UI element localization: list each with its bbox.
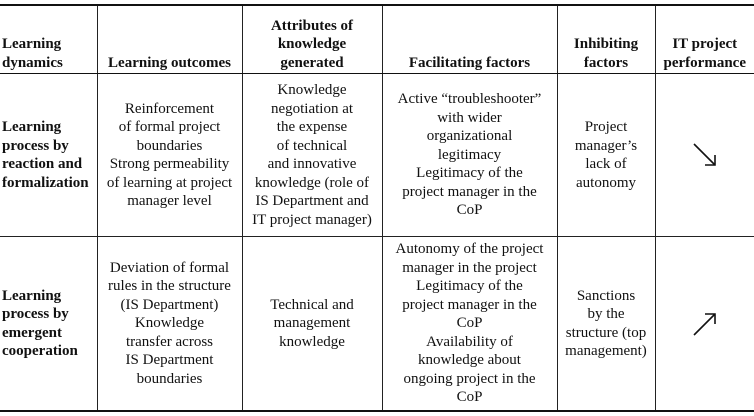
inhibiting-factors-cell: Project manager’s lack of autonomy	[557, 74, 655, 237]
header-row	[0, 5, 754, 74]
table-row	[0, 237, 754, 412]
facilitating-factors-cell: Autonomy of the project manager in the project Legitimacy of the project manager in the CoP Availability of knowledge about ongoing project in the CoP	[382, 237, 557, 412]
header-attributes: Attributes of knowledge generated	[242, 5, 382, 74]
row-label: Learning process by reaction and formalization	[0, 74, 97, 237]
header-it-project-performance: IT project performance	[655, 5, 754, 74]
knowledge-attributes-cell: Knowledge negotiation at the expense of technical and innovative knowledge (role of IS Department and IT project manager)	[242, 74, 382, 237]
arrow-down-right-icon	[690, 140, 720, 170]
it-performance-cell	[655, 74, 754, 237]
learning-outcomes-cell: Reinforcement of formal project boundaries Strong permeability of learning at project manager level	[97, 74, 242, 237]
header-inhibiting-factors: Inhibiting factors	[557, 5, 655, 74]
facilitating-factors-cell: Active “troubleshooter” with wider organizational legitimacy Legitimacy of the project manager in the CoP	[382, 74, 557, 237]
arrow-up-right-icon	[690, 309, 720, 339]
header-learning-outcomes: Learning outcomes	[97, 5, 242, 74]
row-label: Learning process by emergent cooperation	[0, 237, 97, 412]
header-learning-dynamics: Learning dynamics	[0, 5, 97, 74]
learning-dynamics-table	[0, 4, 754, 412]
inhibiting-factors-cell: Sanctions by the structure (top management)	[557, 237, 655, 412]
header-facilitating-factors: Facilitating factors	[382, 5, 557, 74]
learning-outcomes-cell: Deviation of formal rules in the structure (IS Department) Knowledge transfer across IS Department boundaries	[97, 237, 242, 412]
it-performance-cell	[655, 237, 754, 412]
table-row	[0, 74, 754, 237]
knowledge-attributes-cell: Technical and management knowledge	[242, 237, 382, 412]
